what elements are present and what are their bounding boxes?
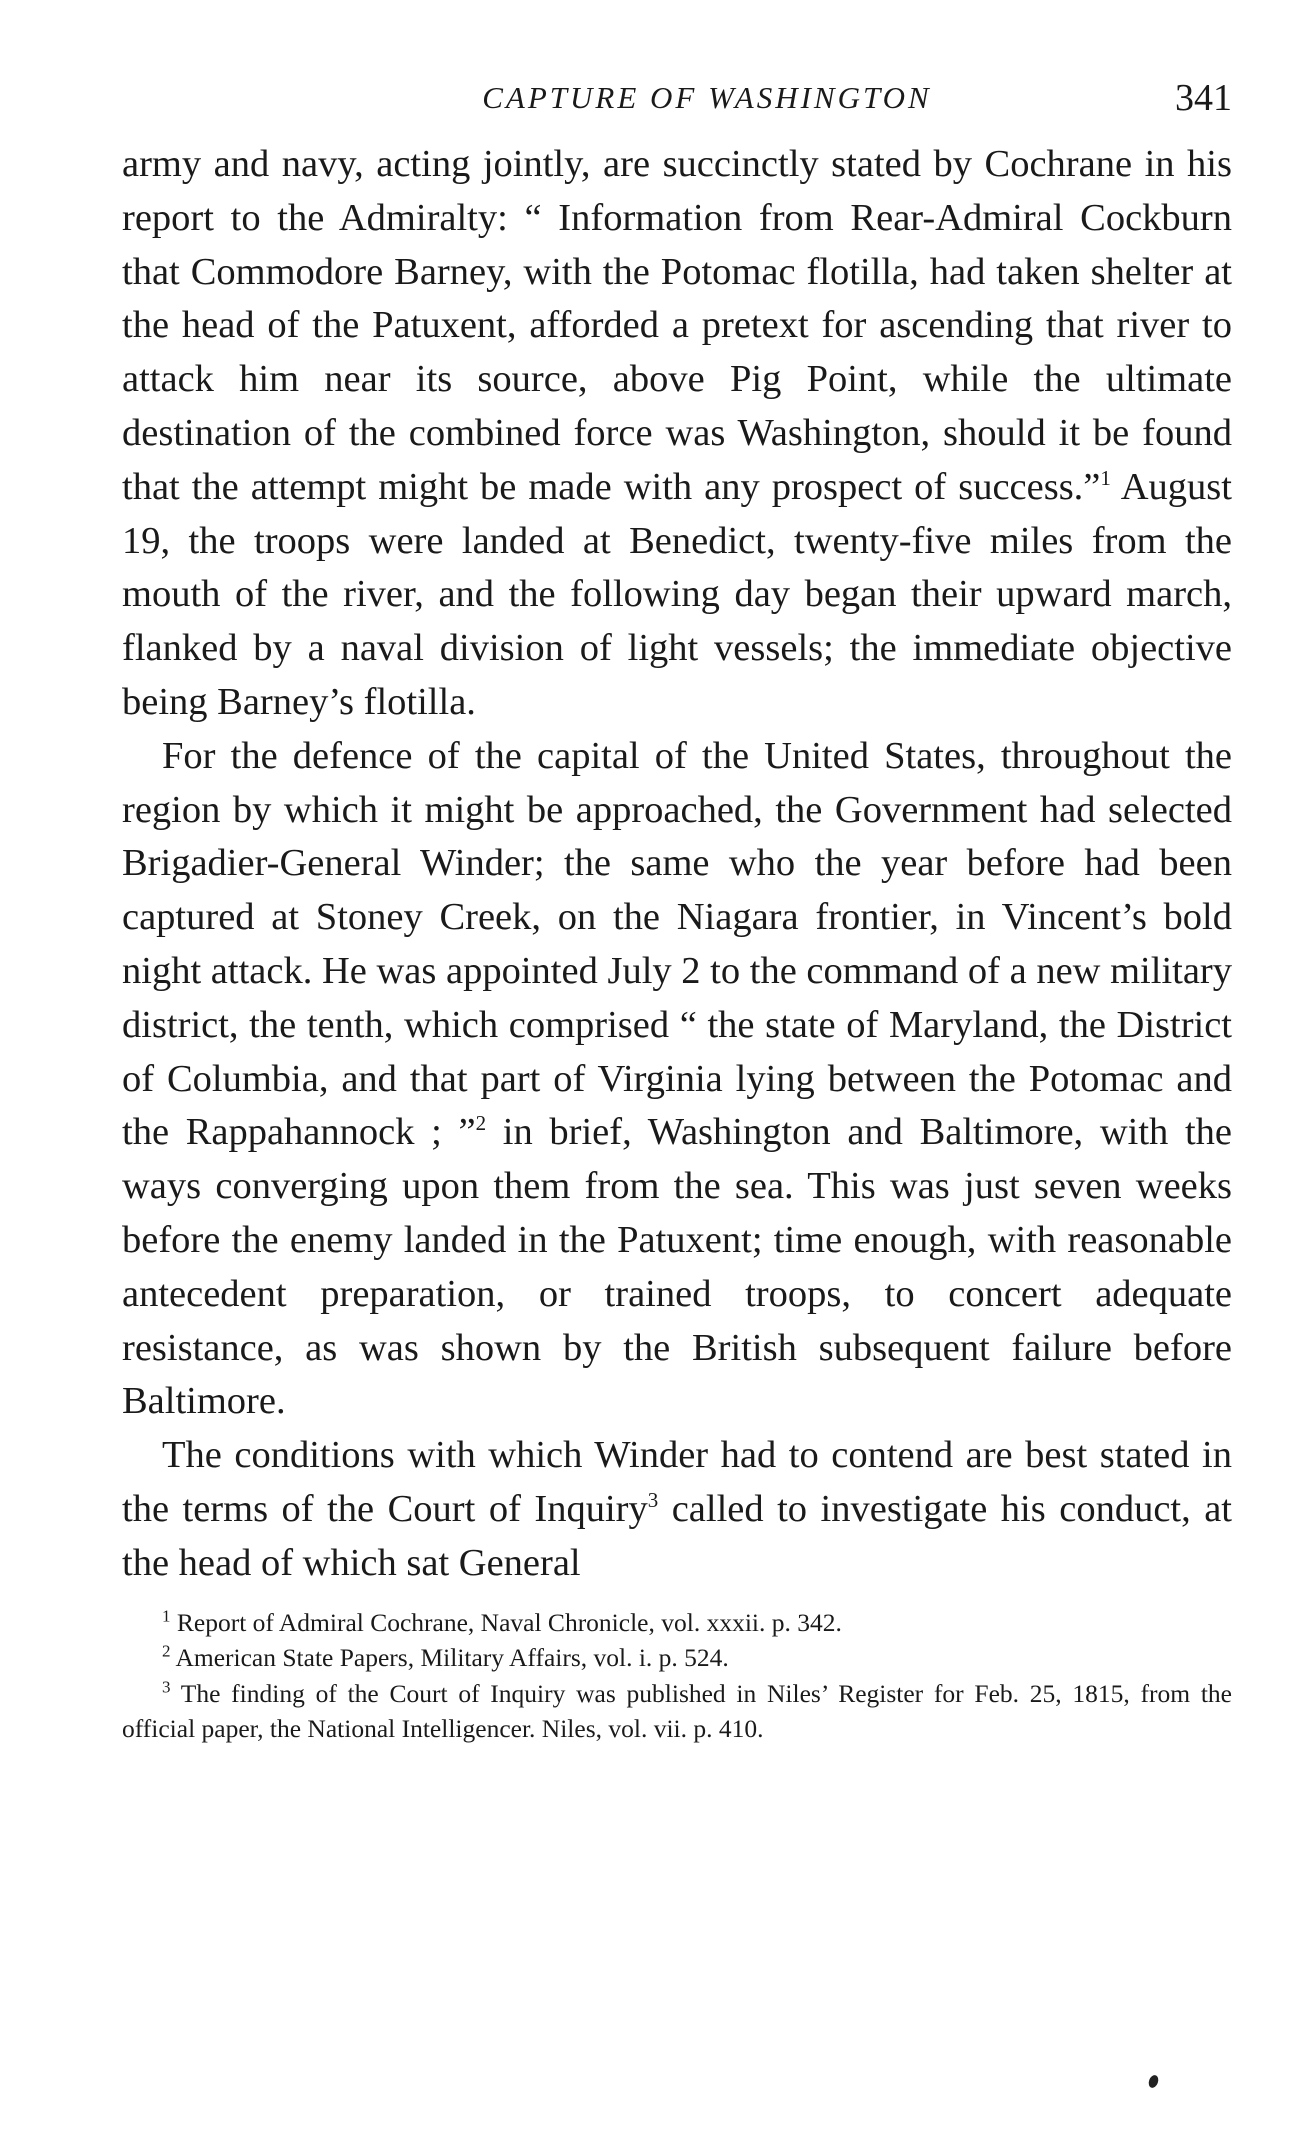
- footnote: [122, 1676, 1232, 1747]
- footnote-text: The finding of the Court of Inquiry was published in Niles’ Register for Feb. 25, 1815, from the official paper, the National Intelligencer. Niles, vol. vii. p. 410.: [122, 1678, 1232, 1744]
- footnote-ref: 1: [1100, 465, 1111, 490]
- paragraph: [122, 730, 1232, 1429]
- footnote-number: 1: [162, 1606, 171, 1626]
- paragraph-text: August 19, the troops were landed at Benedict, twenty-five miles from the mouth of the river, and the following day began their upward march, flanked by a naval division of light vessels; the immediate objective being Barney’s flotilla.: [122, 465, 1232, 723]
- paragraph-text: army and navy, acting jointly, are succinctly stated by Cochrane in his report to the Admiralty: “ Information from Rear-Admiral Cockburn that Commodore Barney, with the Potomac flotilla, had taken shelter at the head of the Patuxent, afforded a pretext for ascending that river to attack him near its source, above Pig Point, while the ultimate destination of the combined force was Washington, should it be found that the attempt might be made with any prospect of success.”: [122, 143, 1232, 508]
- paragraph-text: called to investigate his conduct, at the head of which sat General: [122, 1487, 1232, 1584]
- running-title: CAPTURE OF WASHINGTON: [482, 80, 932, 115]
- footnote: [122, 1640, 1232, 1676]
- footnote-number: 2: [162, 1641, 171, 1661]
- footnote-ref: 3: [647, 1488, 659, 1513]
- footnote: [122, 1605, 1232, 1641]
- book-page: [122, 60, 1232, 1747]
- running-head: [122, 60, 1232, 124]
- footnote-number: 3: [162, 1677, 171, 1697]
- body-text: [122, 138, 1232, 1591]
- paragraph-text: in brief, Washington and Baltimore, with the ways converging upon them from the sea. This was just seven weeks before the enemy landed in the Patuxent; time enough, with reasonable antecedent preparation, or trained troops, to concert adequate resistance, as was shown by the British subsequent failure before Baltimore.: [122, 1111, 1232, 1423]
- footnote-text: Report of Admiral Cochrane, Naval Chronicle, vol. xxxii. p. 342.: [170, 1607, 842, 1637]
- ink-mark: [1147, 2074, 1160, 2089]
- footnote-ref: 2: [475, 1111, 487, 1136]
- footnotes: [122, 1605, 1232, 1747]
- paragraph-text: The conditions with which Winder had to contend are best stated in the terms of the Court of Inquiry: [122, 1434, 1232, 1530]
- paragraph: [122, 1429, 1232, 1590]
- paragraph-text: For the defence of the capital of the United States, throughout the region by which it might be approached, the Government had selected Brigadier-General Winder; the same who the year before had been captured at Stoney Creek, on the Niagara frontier, in Vincent’s bold night attack. He was appointed July 2 to the command of a new military district, the tenth, which comprised “ the state of Maryland, the District of Columbia, and that part of Virginia lying between the Potomac and the Rappahannock ; ”: [122, 734, 1232, 1154]
- paragraph: [122, 138, 1232, 730]
- footnote-text: American State Papers, Military Affairs, vol. i. p. 524.: [170, 1643, 729, 1673]
- page-number: 341: [1175, 77, 1232, 119]
